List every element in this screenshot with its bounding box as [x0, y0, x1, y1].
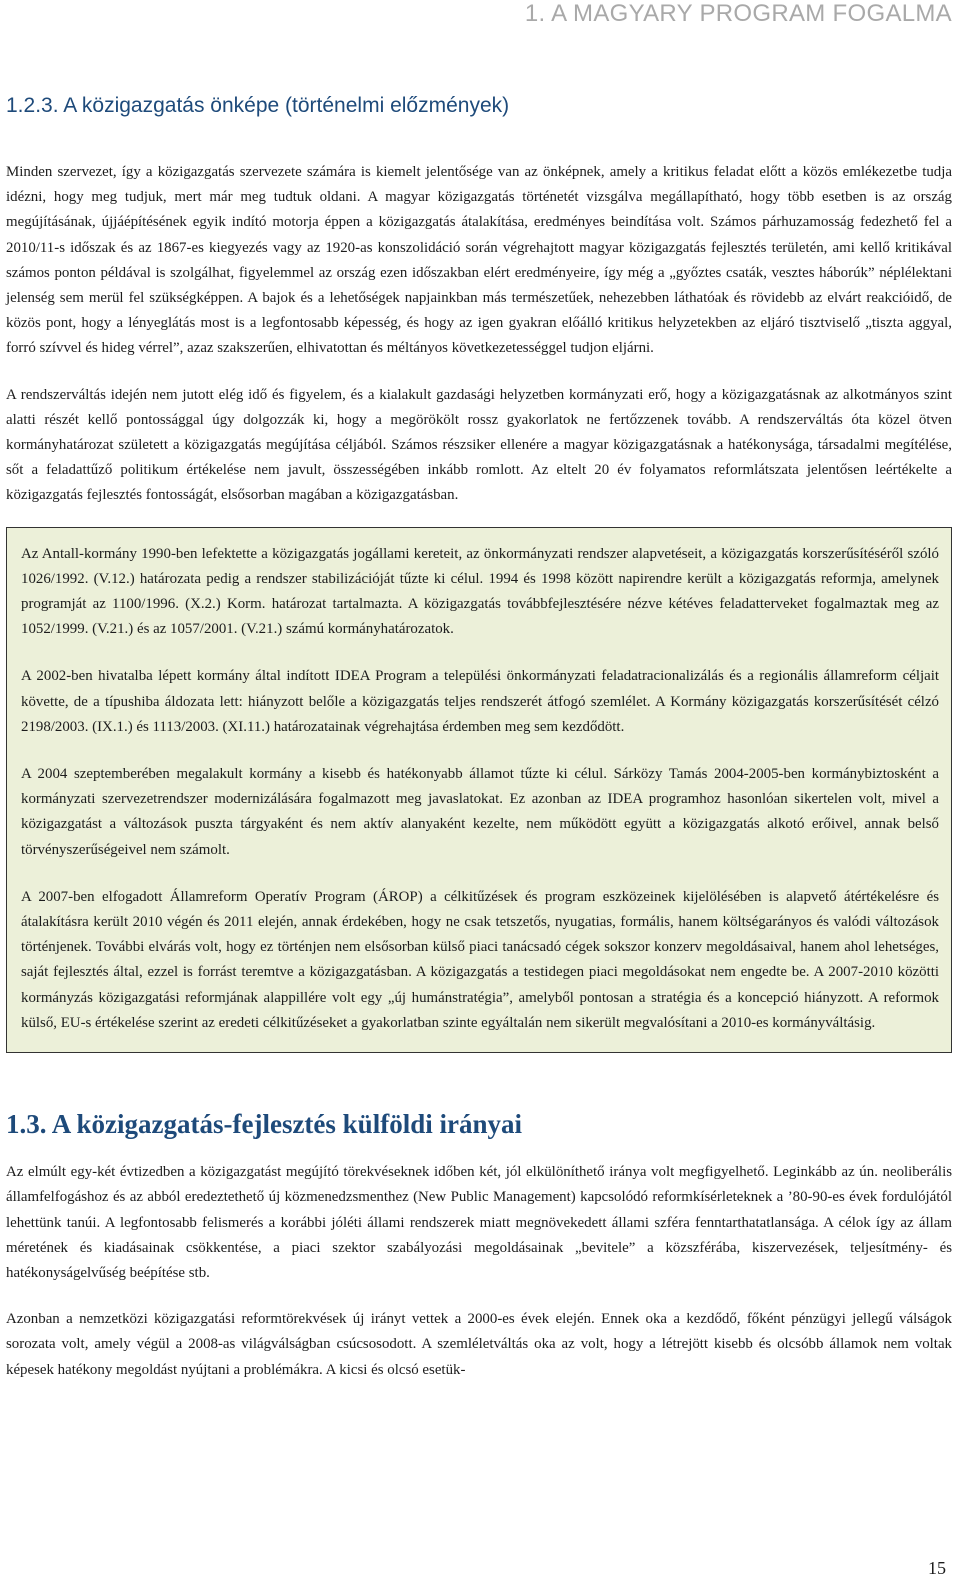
box-paragraph: Az Antall-kormány 1990-ben lefektette a közigazgatás jogállami kereteit, az önkormányzati rendszer alapvetéseit, a közigazgatás korszerűsítéséről szóló 1026/1992. (V.12.) határozata pedig a rendszer stabilizációját tűzte ki célul. 1994 és 1998 között napirendre került a közigazgatás reformja, amelynek programját az 1100/1996. (X.2.) Korm. határozat tartalmazta. A közigazgatás továbbfejlesztésére nézve kétéves feladatterveket fogalmaztak meg az 1052/1999. (V.21.) és az 1057/2001. (V.21.) számú kormányhatározatok.: [21, 545, 939, 638]
body-paragraph: A rendszerváltás idején nem jutott elég idő és figyelem, és a kialakult gazdasági helyzetben kormányzati erő, hogy a közigazgatásnak az alkotmányos szint alatti részét kellő pontossággal úgy dolgozzák ki, hogy a megörökölt rossz gyakorlatok ne fertőzzenek tovább. A rendszerváltás óta közel ötven kormányhatározat született a közigazgatás megújítása céljából. Számos részsiker ellenére a magyar közigazgatásnak a hatékonysága, társadalmi megítélése, sőt a feladattűző politikum értékelése nem javult, összességében inkább romlott. Az eltelt 20 év folyamatos reformlátszata jelentősen leértékelte a közigazgatás fejlesztés fontosságát, elsősorban magában a közigazgatásban.: [6, 386, 952, 504]
box-paragraph: A 2007-ben elfogadott Államreform Operatív Program (ÁROP) a célkitűzések és program eszközeinek kijelölésében is alapvető átértékelésre és átalakításra került 2010 végén és 2011 elején, annak érdekében, hogy ne csak tetszetős, nyugatias, formális, hanem költségarányos és valódi változások történjenek. További elvárás volt, hogy ez történjen nem elsősorban külső piaci tanácsadó cégek sokszor konzerv megoldásaival, hanem ahol lehetséges, saját fejlesztés által, ezzel is forrást teremtve a közigazgatásban. A közigazgatás a testidegen piaci megoldásokat nem engedte be. A 2007-2010 közötti kormányzás közigazgatási reformjának alappillére volt egy „új humánstratégia”, amelyből pontosan a stratégia és a koncepció hiányzott. A reformok külső, EU-s értékelése szerint az eredeti célkitűzéseket a gyakorlatban szinte egyáltalán nem sikerült megvalósítani a 2010-es kormányváltásig.: [21, 888, 939, 1031]
subsection-title: 1.2.3. A közigazgatás önképe (történelmi előzmények): [6, 94, 510, 117]
page-content: [6, 94, 952, 1383]
running-head: 1. A MAGYARY PROGRAM FOGALMA: [524, 0, 952, 27]
page-number: 15: [928, 1558, 946, 1578]
section-title: 1.3. A közigazgatás-fejlesztés külföldi irányai: [6, 1109, 522, 1140]
box-paragraph: A 2004 szeptemberében megalakult kormány a kisebb és hatékonyabb államot tűzte ki célul. Sárközy Tamás 2004-2005-ben kormánybiztosként a kormányzati szervezetrendszer modernizálására fogalmazott meg javaslatokat. Ez azonban az IDEA programhoz hasonlóan sikertelen volt, mivel a közigazgatást a változások puszta tárgyaként és nem aktív alanyaként kezelte, nem működött együtt a közigazgatás alkotó erőivel, annak belső törvényszerűségeivel nem számolt.: [21, 766, 939, 858]
box-paragraph: A 2002-ben hivatalba lépett kormány által indított IDEA Program a települési önkormányzati feladatracionalizálás és a regionális államreform céljait követte, de a típushiba áldozata lett: hiányzott belőle a közigazgatás teljes rendszerét átfogó szemlélet. A Kormány közigazgatás korszerűsítését célzó 2198/2003. (IX.1.) és 1113/2003. (XI.11.) határozatainak végrehajtása érdemben meg sem kezdődött.: [21, 668, 939, 735]
body-paragraph: Azonban a nemzetközi közigazgatási reformtörekvések új irányt vettek a 2000-es évek elején. Ennek oka a kezdődő, főként pénzügyi jellegű válságok sorozata volt, amely végül a 2008-as világválságban csúcsosodott. A szemléletváltás oka az volt, hogy a létrejött kisebb és olcsóbb államok nem voltak képesek hatékony megoldást nyújtani a problémákra. A kicsi és olcsó esetük-: [6, 1311, 952, 1378]
body-paragraph: Az elmúlt egy-két évtizedben a közigazgatást megújító törekvéseknek időben két, jól elkülöníthető iránya volt megfigyelhető. Leginkább az ún. neoliberális államfelfogáshoz és az abból eredeztethető új közmenedzsmenthez (New Public Management) kapcsolódó reformkísérleteknek a ’80-90-es évek fordulójától lehettünk tanúi. A legfontosabb felismerés a korábbi jóléti állami rendszerek miatt megnövekedett állami szféra fenntarthatatlansága. A célok így az állam méretének és kiadásainak csökkentése, a piaci szektor szabályozási megoldásainak „bevitele” a közszférába, kiszervezések, teljesítmény- és hatékonyságelvűség beépítése stb.: [6, 1164, 952, 1281]
body-paragraph: Minden szervezet, így a közigazgatás szervezete számára is kiemelt jelentősége van az önképnek, amely a kritikus feladat előtt a közös emlékezetbe tudja idézni, hogy meg tudjuk, mert már meg tudtuk oldani. A magyar közigazgatás történetét vizsgálva megállapítható, hogy több esetben is az ország megújításának, újjáépítésének egyik indító motorja éppen a közigazgatás átalakítása, eredményes beindítása volt. Számos párhuzamosság fedezhető fel a 2010/11-s időszak és az 1867-es kiegyezés vagy az 1920-as konszolidáció során végrehajtott magyar közigazgatás fejlesztés területén, ami kellő kritikával számos ponton példával is szolgálhat, figyelemmel az ország ezen időszakban elért eredményeire, így még a „győztes csaták, vesztes háborúk” néplélektani jelenség sem merül fel szükségképpen. A bajok és a lehetőségek napjainkban más természetűek, nehezebben láthatóak és rövidebb az elvárt reakcióidő, de közös pont, hogy a lényeglátás most is a legfontosabb képesség, és hogy az igen gyakran előálló kritikus helyzetekben az eljáró tisztviselő „tiszta aggyal, forró szívvel és hideg vérrel”, azaz szakszerűen, elhivatottan és méltányos következetességgel tudjon eljárni.: [6, 164, 952, 357]
history-box: [6, 527, 952, 1053]
